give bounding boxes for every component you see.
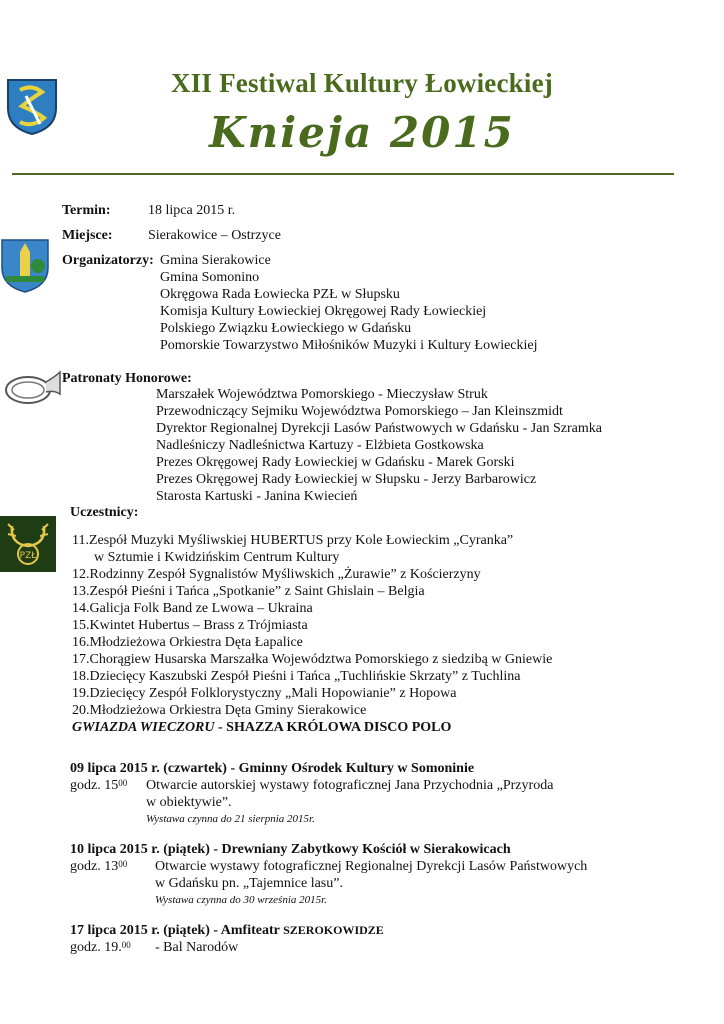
list-item: w Sztumie i Kwidzińskim Centrum Kultury: [94, 550, 340, 565]
list-item: Starosta Kartuski - Janina Kwiecień: [156, 489, 358, 504]
event-time: godz. $15^{00}$: [70, 778, 128, 793]
event-time: godz. $13^{00}$: [70, 859, 128, 874]
list-item: 15.Kwintet Hubertus – Brass z Trójmiasta: [72, 618, 308, 633]
list-item: Nadleśniczy Nadleśnictwa Kartuzy - Elżbieta Gostkowska: [156, 438, 484, 453]
gwiazda-value: - SHAZZA KRÓLOWA DISCO POLO: [214, 720, 452, 735]
list-item: 16.Młodzieżowa Orkiestra Dęta Łapalice: [72, 635, 303, 650]
header-divider: [12, 173, 674, 175]
list-item: Komisja Kultury Łowieckiej Okręgowej Rady Łowieckiej: [160, 304, 487, 319]
list-item: Polskiego Związku Łowieckiego w Gdańsku: [160, 321, 412, 336]
miejsce-value: Sierakowice – Ostrzyce: [148, 228, 281, 243]
festival-subtitle: Knieja 2015: [209, 108, 515, 157]
miejsce-label: Miejsce:: [62, 228, 113, 243]
event-heading: 17 lipca 2015 r. (piątek) - Amfiteatr SZEROKOWIDZE: [70, 923, 384, 938]
pzl-emblem-icon: [0, 516, 56, 572]
list-item: Dyrektor Regionalnej Dyrekcji Lasów Państwowych w Gdańsku - Jan Szramka: [156, 421, 602, 436]
list-item: Prezes Okręgowej Rady Łowieckiej w Słupsku - Jerzy Barbarowicz: [156, 472, 537, 487]
list-item: Pomorskie Towarzystwo Miłośników Muzyki i Kultury Łowieckiej: [160, 338, 538, 353]
event-block: [70, 922, 384, 955]
organizatorzy-label: Organizatorzy:: [62, 253, 154, 268]
list-item: 12.Rodzinny Zespół Sygnalistów Myśliwskich „Żurawie” z Kościerzyny: [72, 567, 481, 582]
gwiazda-wieczoru: [72, 719, 552, 736]
event-description: Otwarcie autorskiej wystawy fotograficznej Jana Przychodnia „Przyroda: [146, 778, 554, 793]
event-description: Otwarcie wystawy fotograficznej Regionalnej Dyrekcji Lasów Państwowych: [155, 859, 588, 874]
hunting-horn-icon: [0, 368, 62, 408]
sierakowice-crest-icon: [0, 238, 50, 294]
termin-value: 18 lipca 2015 r.: [148, 203, 236, 218]
patronaty-list: [156, 386, 602, 505]
list-item: Okręgowa Rada Łowiecka PZŁ w Słupsku: [160, 287, 400, 302]
list-item: Przewodniczący Sejmiku Województwa Pomorskiego – Jan Kleinszmidt: [156, 404, 563, 419]
event-heading: 09 lipca 2015 r. (czwartek) - Gminny Ośrodek Kultury w Somoninie: [70, 761, 475, 776]
list-item: 19.Dziecięcy Zespół Folklorystyczny „Mali Hopowianie” z Hopowa: [72, 686, 457, 701]
event-description: w obiektywie”.: [146, 795, 232, 810]
list-item: Marszałek Województwa Pomorskiego - Mieczysław Struk: [156, 387, 488, 402]
event-heading: 10 lipca 2015 r. (piątek) - Drewniany Zabytkowy Kościół w Sierakowicach: [70, 842, 511, 857]
list-item: 17.Chorągiew Husarska Marszałka Województwa Pomorskiego z siedzibą w Gniewie: [72, 652, 553, 667]
list-item: 11.Zespół Muzyki Myśliwskiej HUBERTUS przy Kole Łowieckim „Cyranka”: [72, 533, 514, 548]
list-item: Gmina Somonino: [160, 270, 260, 285]
event-note: Wystawa czynna do 21 sierpnia 2015r.: [146, 813, 315, 825]
list-item: 14.Galicja Folk Band ze Lwowa – Ukraina: [72, 601, 313, 616]
list-item: 18.Dziecięcy Kaszubski Zespół Pieśni i Tańca „Tuchlińskie Skrzaty” z Tuchlina: [72, 669, 521, 684]
event-block: [70, 841, 588, 906]
event-note: Wystawa czynna do 30 września 2015r.: [155, 894, 327, 906]
list-item: Prezes Okręgowej Rady Łowieckiej w Gdańsku - Marek Gorski: [156, 455, 515, 470]
event-block: [70, 760, 554, 825]
termin-label: Termin:: [62, 203, 111, 218]
list-item: 13.Zespół Pieśni i Tańca „Spotkanie” z Saint Ghislain – Belgia: [72, 584, 425, 599]
svg-text:PZŁ: PZŁ: [19, 551, 37, 561]
event-description: - Bal Narodów: [155, 940, 239, 955]
patronaty-label: Patronaty Honorowe:: [62, 371, 192, 386]
list-item: 20.Młodzieżowa Orkiestra Dęta Gminy Sierakowice: [72, 703, 367, 718]
organizatorzy-list: [160, 252, 538, 354]
event-description: w Gdańsku pn. „Tajemnice lasu”.: [155, 876, 343, 891]
uczestnicy-list: [72, 532, 552, 736]
gwiazda-label: GWIAZDA WIECZORU: [72, 720, 215, 735]
festival-title: XII Festiwal Kultury Łowieckiej: [171, 68, 553, 98]
list-item: Gmina Sierakowice: [160, 253, 271, 268]
event-time: godz. 19.00: [70, 940, 131, 955]
uczestnicy-label: Uczestnicy:: [70, 505, 139, 520]
